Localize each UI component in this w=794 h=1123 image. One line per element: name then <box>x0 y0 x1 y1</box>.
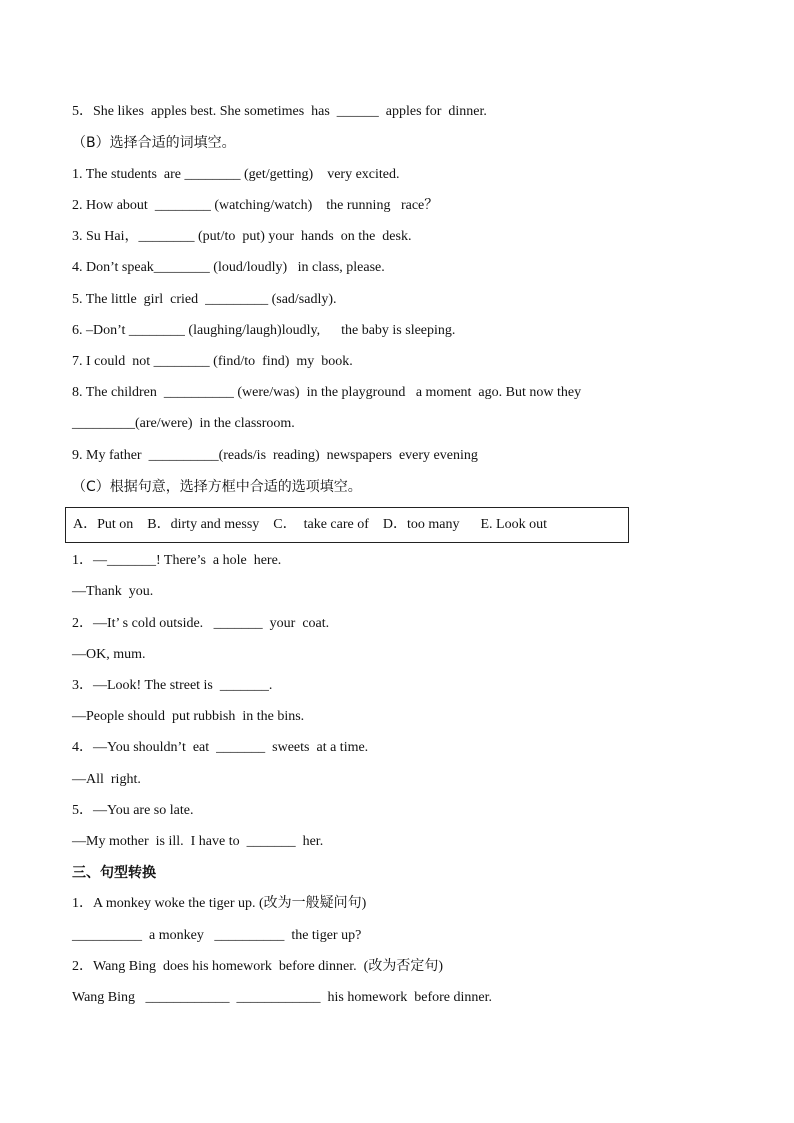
part-c-heading: （C）根据句意，选择方框中合适的选项填空。 <box>72 479 362 495</box>
part-c-item: —Thank you. <box>72 584 154 599</box>
part-b-item: 8. The children __________ (were/was) in the playground a moment ago. But now they <box>72 385 582 400</box>
part-c-item: —My mother is ill. I have to _______ her. <box>72 834 324 849</box>
part-c-item: 5．—You are so late. <box>72 803 194 818</box>
section3-heading: 三、句型转换 <box>72 865 156 881</box>
part-c-item: 1．—_______! There’s a hole here. <box>72 553 282 568</box>
section3-item: __________ a monkey __________ the tiger up? <box>72 928 362 943</box>
section3-item: Wang Bing ____________ ____________ his homework before dinner. <box>72 990 492 1005</box>
part-b-item: 5. The little girl cried _________ (sad/sadly). <box>72 292 337 307</box>
part-b-item: 1. The students are ________ (get/getting) very excited. <box>72 167 400 182</box>
part-c-item: —People should put rubbish in the bins. <box>72 709 305 724</box>
options-text: A．Put on B．dirty and messy C． take care of D．too many E. Look out <box>73 517 547 532</box>
part-c-item: 3．—Look! The street is _______. <box>72 678 273 693</box>
part-b-item: 9. My father __________(reads/is reading) newspapers every evening <box>72 448 478 463</box>
part-b-item: 7. I could not ________ (find/to find) my book. <box>72 354 353 369</box>
options-box <box>65 507 629 543</box>
part-b-item: 6. –Don’t ________ (laughing/laugh)loudly, the baby is sleeping. <box>72 323 456 338</box>
section3-item: 2．Wang Bing does his homework before dinner. (改为否定句) <box>72 959 443 974</box>
part-b-item: 4. Don’t speak________ (loud/loudly) in class, please. <box>72 260 385 275</box>
part-b-heading: （B）选择合适的词填空。 <box>72 135 236 151</box>
part-b-item: 2. How about ________ (watching/watch) the running race？ <box>72 198 439 213</box>
part-c-item: —All right. <box>72 772 141 787</box>
section3-item: 1．A monkey woke the tiger up. (改为一般疑问句) <box>72 896 367 911</box>
part-c-item: 4．—You shouldn’t eat _______ sweets at a time. <box>72 740 369 755</box>
part-c-item: 2．—It’ s cold outside. _______ your coat. <box>72 616 330 631</box>
part-b-item: _________(are/were) in the classroom. <box>72 416 295 431</box>
part-b-item: 3. Su Hai，________ (put/to put) your hands on the desk. <box>72 229 412 244</box>
question-a5: 5．She likes apples best. She sometimes has ______ apples for dinner. <box>72 104 487 119</box>
part-c-item: —OK, mum. <box>72 647 146 662</box>
